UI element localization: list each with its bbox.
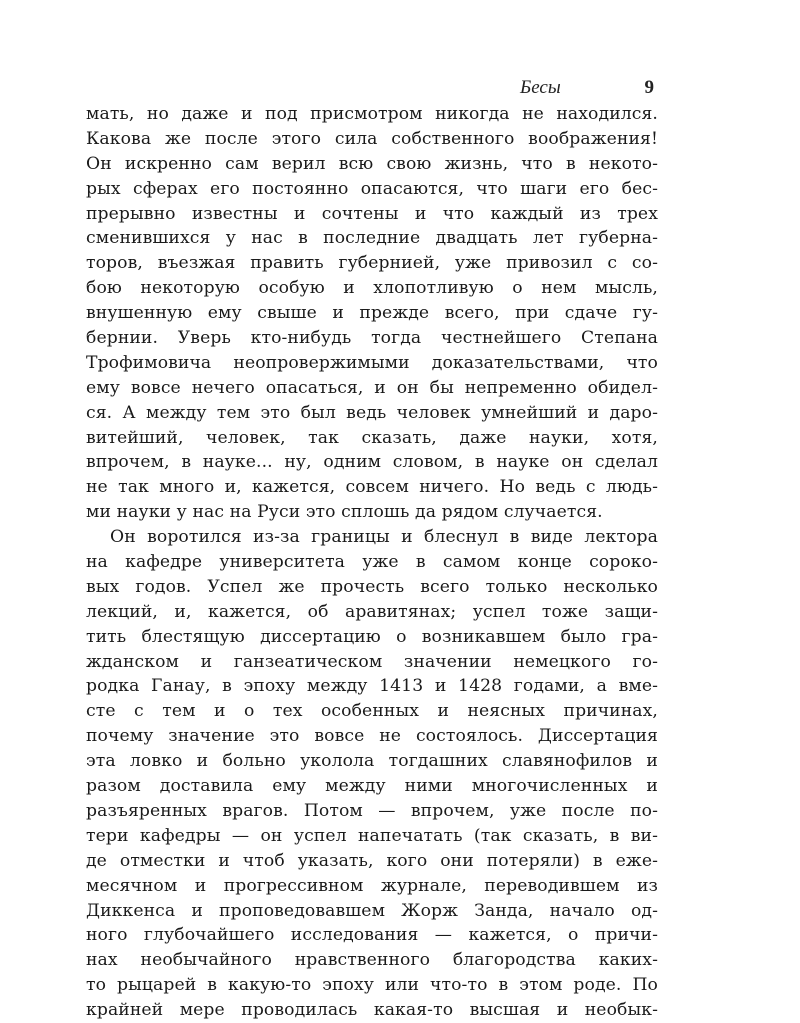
text-line: почему значение это вовсе не состоялось. Диссертация — [86, 726, 658, 747]
text-line: рых сферах его постоянно опасаются, что шаги его бес- — [86, 178, 658, 199]
text-line: нах необычайного нравственного благородства каких- — [86, 950, 658, 971]
text-line: ного глубочайшего исследования — кажется, о причи- — [86, 925, 658, 946]
text-line: вых годов. Успел же прочесть всего только несколько — [86, 576, 658, 597]
text-line: Какова же после этого сила собственного воображения! — [86, 128, 658, 149]
text-line: ся. А между тем это был ведь человек умнейший и даро- — [86, 402, 658, 423]
body-text — [86, 102, 658, 1023]
text-line: витейший, человек, так сказать, даже науки, хотя, — [86, 427, 658, 448]
text-line: лекций, и, кажется, об аравитянах; успел тоже защи- — [86, 601, 658, 622]
text-line: Диккенса и проповедовавшем Жорж Занда, начало од- — [86, 900, 658, 921]
text-line: разом доставила ему между ними многочисленных и — [86, 776, 658, 797]
running-title: Бесы — [520, 77, 561, 98]
text-line: бернии. Уверь кто-нибудь тогда честнейшего Степана — [86, 328, 658, 349]
text-line: прерывно известны и сочтены и что каждый из трех — [86, 203, 658, 224]
text-line: тить блестящую диссертацию о возникавшем было гра- — [86, 626, 658, 647]
text-line: впрочем, в науке... ну, одним словом, в науке он сделал — [86, 452, 658, 473]
text-line: на кафедре университета уже в самом конце сороко- — [86, 552, 658, 573]
text-line: торов, въезжая править губернией, уже привозил с со- — [86, 253, 658, 274]
text-line: бою некоторую особую и хлопотливую о нем мысль, — [86, 278, 658, 299]
text-line: не так много и, кажется, совсем ничего. Но ведь с людь- — [86, 477, 658, 498]
text-line: родка Ганау, в эпоху между 1413 и 1428 годами, а вме- — [86, 676, 658, 697]
text-line: мать, но даже и под присмотром никогда не находился. — [86, 104, 658, 124]
text-line: крайней мере проводилась какая-то высшая и необык- — [86, 1000, 658, 1021]
text-line: сменившихся у нас в последние двадцать лет губерна- — [86, 228, 658, 249]
text-line: Он воротился из-за границы и блеснул в виде лектора — [110, 527, 658, 548]
running-head — [520, 76, 656, 100]
text-line: жданском и ганзеатическом значении немецкого го- — [86, 651, 658, 672]
text-line: тери кафедры — он успел напечатать (так сказать, в ви- — [86, 825, 658, 846]
text-line: внушенную ему свыше и прежде всего, при сдаче гу- — [86, 303, 658, 324]
text-line: Трофимовича неопровержимыми доказательствами, что — [86, 352, 658, 373]
text-line: то рыцарей в какую-то эпоху или что-то в этом роде. По — [86, 975, 658, 996]
paragraph-2 — [86, 525, 658, 1023]
text-line: месячном и прогрессивном журнале, переводившем из — [86, 875, 658, 896]
page-number: 9 — [644, 77, 654, 98]
text-line: эта ловко и больно уколола тогдашних славянофилов и — [86, 751, 658, 772]
text-line: разъяренных врагов. Потом — впрочем, уже после по- — [86, 800, 658, 821]
text-line: сте с тем и о тех особенных и неясных причинах, — [86, 701, 658, 722]
text-line: ми науки у нас на Руси это сплошь да рядом случается. — [86, 502, 603, 523]
paragraph-1 — [86, 102, 658, 525]
text-line: Он искренно сам верил всю свою жизнь, что в некото- — [86, 153, 658, 174]
text-line: де отместки и чтоб указать, кого они потеряли) в еже- — [86, 850, 658, 871]
text-line: ему вовсе нечего опасаться, и он бы непременно обидел- — [86, 377, 658, 398]
